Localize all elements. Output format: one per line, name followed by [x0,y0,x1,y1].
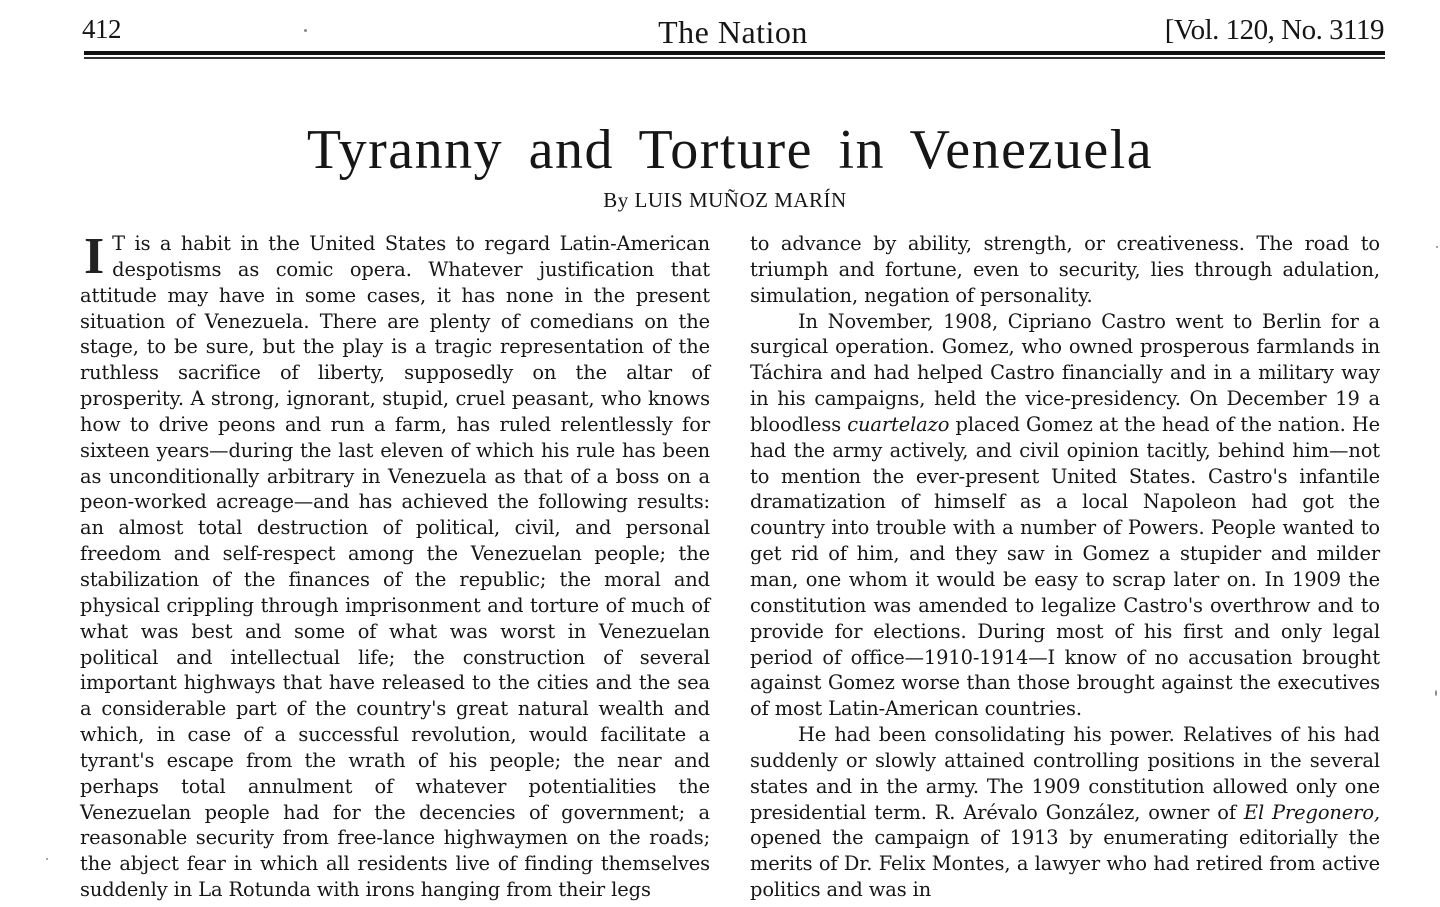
header-rule-thick [84,51,1385,55]
page-header [82,10,1384,50]
paragraph-text: He had been consolidating his power. Relatives of his had suddenly or slowly attained controlling positions in the several states and in the army. The 1909 constitution allowed only one presidential term. R. Arévalo González, owner of [750,723,1380,824]
drop-cap: I [84,228,105,285]
paragraph [750,309,1380,723]
paragraph-text: T is a habit in the United States to regard Latin-American despotisms as comic opera. Whatever justification that attitude may have in some cases, it has none in the present situation of Venezuela. There are plenty of comedians on the stage, to be sure, but the play is a tragic representation of the ruthless sacrifice of liberty, supposedly on the altar of prosperity. A strong, ignorant, stupid, cruel peasant, who knows how to drive peons and run a farm, has ruled relentlessly for sixteen years—during the last eleven of which his rule has been as unconditionally arbitrary in Venezuela as that of a boss on a peon-worked acreage—and has achieved the following results: an almost total destruction of political, civil, and personal freedom and self-respect among the Venezuelan people; the stabilization of the finances of the republic; the moral and physical crippling through imprisonment and torture of much of what was best and some of what was worst in Venezuelan political and intellectual life; the construction of several important highways that have released to the cities and the sea a considerable part of the country's great natural wealth and which, in case of a successful revolution, would facilitate a tyrant's escape from the wrath of his people; the near and perhaps total annulment of whatever potentialities the Venezuelan people had for the decencies of government; a reasonable security from free-lance highwaymen on the roads; the abject fear in which all residents live of finding themselves suddenly in La Rotunda with irons hanging from their legs [80,232,710,902]
paragraph-text: In November, 1908, Cipriano Castro went to Berlin for a surgical operation. Gomez, who owned prosperous farmlands in Táchira and had helped Castro financially and in a military way in his campaigns, held the vice-presidency. On December 19 a bloodless [750,309,1380,436]
byline-prefix: By [603,188,629,212]
paragraph-continued: to advance by ability, strength, or creativeness. The road to triumph and fortune, even to security, lies through adulation, simulation, negation of personality. [750,232,1380,307]
scan-speck [304,29,307,32]
scan-speck [1436,246,1438,248]
byline [0,188,1440,213]
article-column-left [80,228,710,903]
issue-info: [Vol. 120, No. 3119 [1164,14,1384,46]
scan-speck [46,858,48,860]
header-rule-thin [84,57,1385,59]
scan-speck [1435,690,1437,696]
paragraph-text: placed Gomez at the head of the nation. He had the army actively, and civil opinion tacitly, behind him—not to mention the ever-present United States. Castro's infantile dramatization of himself as a local Napoleon had got the country into trouble with a number of Powers. People wanted to get rid of him, and they saw in Gomez a stupider and milder man, one whom it would be easy to scrap later on. In 1909 the constitution was amended to legalize Castro's overthrow and to provide for elections. During most of his first and only legal period of office—1910-1914—I know of no accusation brought against Gomez worse than those brought against the executives of most Latin-American countries. [750,412,1381,721]
article-column-right [750,231,1380,903]
journal-name: The Nation [658,14,808,50]
paragraph [80,228,710,903]
publication-name: El Pregonero, [1243,800,1380,824]
author-name: LUIS MUÑOZ MARÍN [634,188,847,212]
paragraph [750,722,1380,903]
article-title: Tyranny and Torture in Venezuela [306,119,1154,181]
italic-term: cuartelazo [847,412,950,436]
paragraph-text: opened the campaign of 1913 by enumerating editorially the merits of Dr. Felix Montes, a lawyer who had retired from active politics and was in [750,826,1380,902]
page-number: 412 [82,14,121,44]
